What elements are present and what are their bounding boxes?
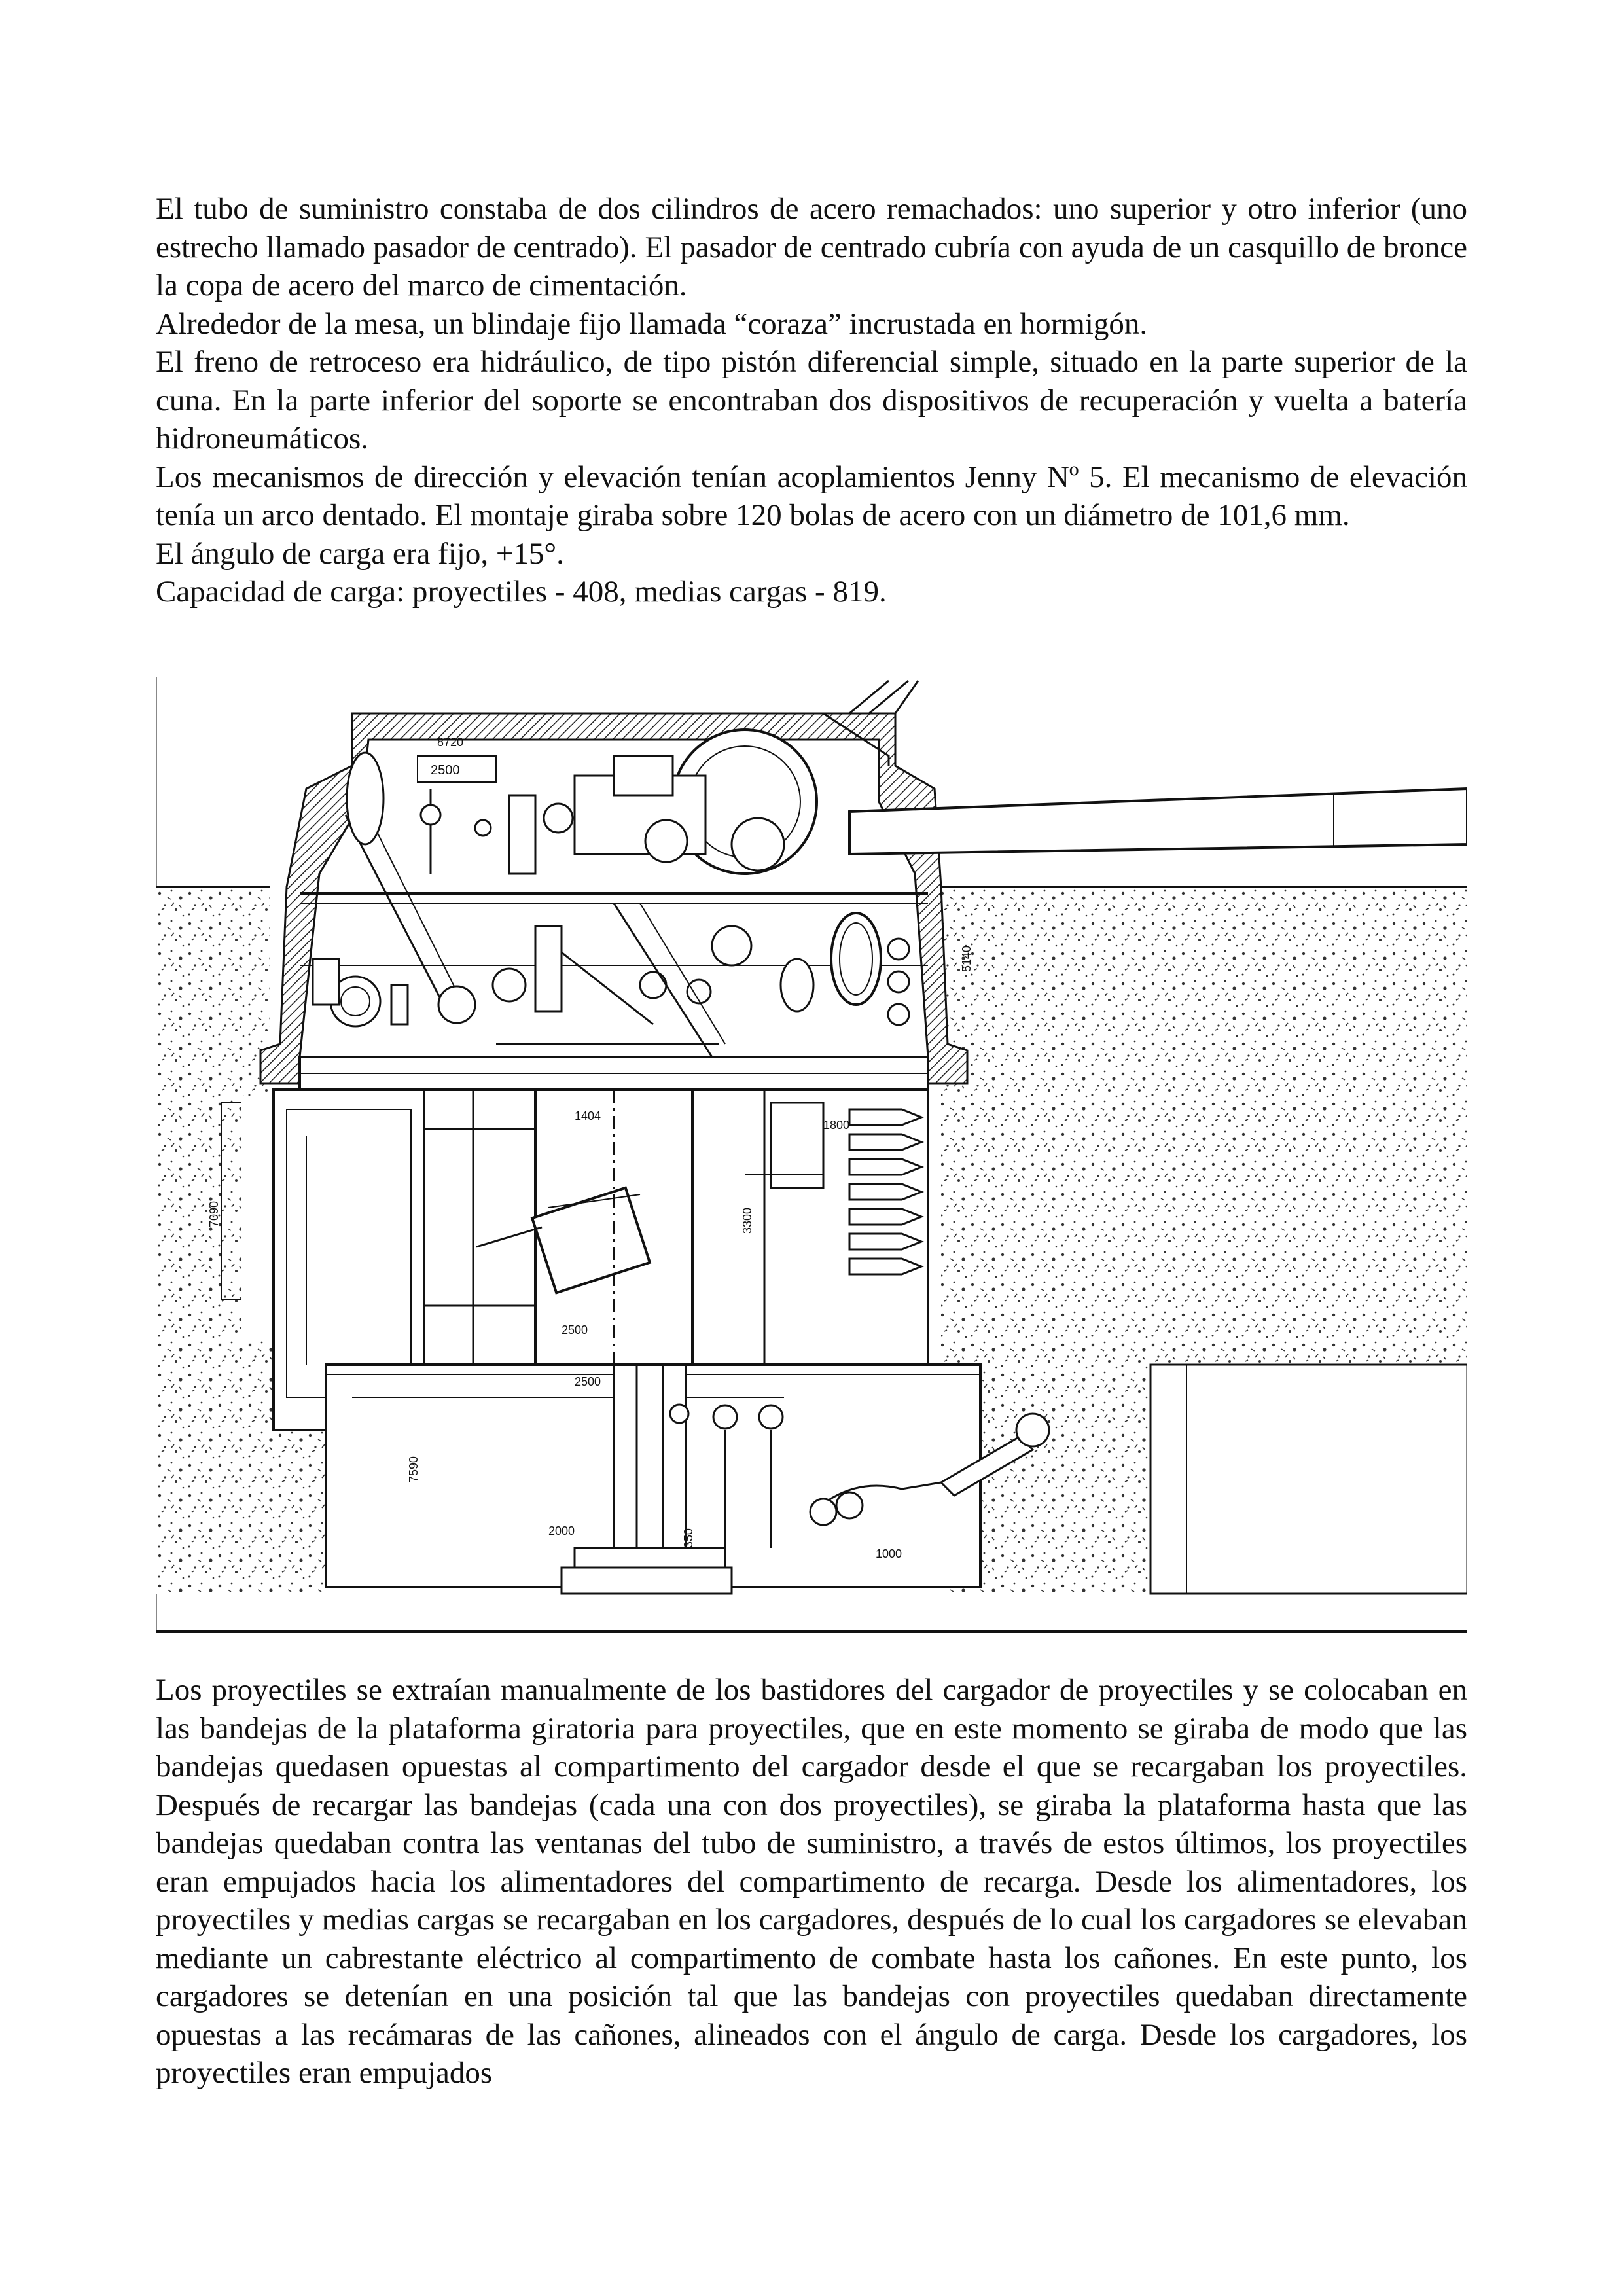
concrete-right-mid xyxy=(1026,1365,1150,1594)
dim-k-label: 2000 xyxy=(548,1524,575,1537)
paragraph-shell-handling: Los proyectiles se extraían manualmente de los bastidores del cargador de proyectiles y se colocaban en las bandejas de la plataforma giratoria para proyectiles, que en este momento se giraba de modo que las bandejas quedasen opuestas al compartimento del cargador desde el que se recargaban los proyectiles. Después de recargar las bandejas (cada una con dos proyectiles), se giraba la plataforma hasta que las bandejas quedaban contra las ventanas del tubo de suministro, a través de estos últimos, los proyectiles eran empujados hacia los alimentadores del compartimento de recarga. Desde los alimentadores, los proyectiles y medias cargas se recargaban en los cargadores, después de lo cual los cargadores se elevaban mediante un cabrestante eléctrico al compartimento de combate hasta los cañones. En este punto, los cargadores se detenían en una posición tal que las bandejas con proyectiles quedaban directamente opuestas a las recámaras de las cañones, alineados con el ángulo de carga. Desde los cargadores, los proyectiles eran empujados xyxy=(156,1673,1467,2090)
dim-l-label: 350 xyxy=(682,1528,695,1548)
dim-g-label: 3300 xyxy=(741,1207,754,1234)
top-text-block xyxy=(156,190,1467,611)
turret-drawing xyxy=(156,677,1467,1633)
concrete-right-upper xyxy=(941,887,1467,1365)
dim-c-label: 5140 xyxy=(960,945,973,972)
bottom-text-block xyxy=(156,1671,1467,2092)
dim-d-label: 7090 xyxy=(207,1200,221,1227)
right-bay xyxy=(1150,1365,1467,1594)
paragraph-capacity: Capacidad de carga: proyectiles - 408, medias cargas - 819. xyxy=(156,575,887,609)
dim-b-label: 8720 xyxy=(437,736,464,749)
paragraph-mechanisms: Los mecanismos de dirección y elevación tenían acoplamientos Jenny Nº 5. El mecanismo de elevación tenía un arco dentado. El montaje giraba sobre 120 bolas de acero con un diámetro de 101,6 mm. xyxy=(156,459,1467,532)
dim-j-label: 1800 xyxy=(823,1119,850,1132)
pivot-column xyxy=(614,1365,686,1574)
gun-barrel xyxy=(849,789,1467,854)
dim-a-label: 2500 xyxy=(431,763,460,778)
concrete-left-upper xyxy=(156,887,270,1338)
dim-e-label: 2500 xyxy=(575,1375,601,1388)
paragraph-feed-tube: El tubo de suministro constaba de dos cilindros de acero remachados: uno superior y otro inferior (uno estrecho llamado pasador de centrado). El pasador de centrado cubría con ayuda de un casquillo de bronce la copa de acero del marco de cimentación. xyxy=(156,192,1467,302)
dim-m-label: 1000 xyxy=(876,1547,902,1560)
dim-f-label: 7590 xyxy=(407,1456,420,1482)
paragraph-armor: Alrededor de la mesa, un blindaje fijo llamada “coraza” incrustada en hormigón. xyxy=(156,306,1148,341)
dim-i-label: 2500 xyxy=(562,1323,588,1336)
paragraph-loading-angle: El ángulo de carga era fijo, +15°. xyxy=(156,536,564,571)
turret-cross-section-figure xyxy=(156,677,1467,1633)
dim-h-label: 1404 xyxy=(575,1109,601,1122)
paragraph-recoil: El freno de retroceso era hidráulico, de tipo pistón diferencial simple, situado en la parte superior de la cuna. En la parte inferior del soporte se encontraban dos dispositivos de recuperación y vuelta a batería hidroneumáticos. xyxy=(156,345,1467,456)
